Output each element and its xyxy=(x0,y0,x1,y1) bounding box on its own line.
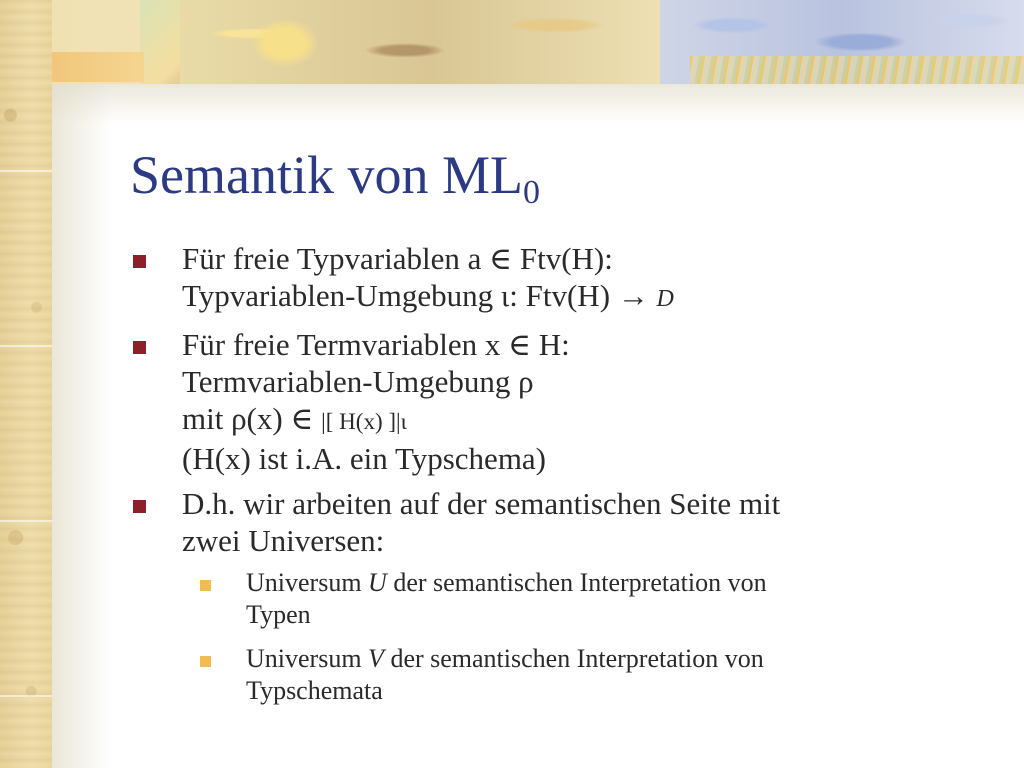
left-parchment-stripe xyxy=(0,0,52,768)
bullet-line: zwei Universen: xyxy=(182,523,385,558)
stripe-divider xyxy=(0,520,52,522)
slide-title xyxy=(130,145,540,211)
bullet-marker xyxy=(133,500,146,513)
sub-bullet-text: Universum xyxy=(246,644,369,673)
sub-bullet-line xyxy=(246,567,990,599)
banner-shadow xyxy=(52,84,1024,124)
sub-bullet-item xyxy=(130,643,990,707)
bullet-line: D.h. wir arbeiten auf der semantischen Seite mit xyxy=(182,486,781,521)
bullet-line: Termvariablen-Umgebung ρ xyxy=(182,364,534,399)
sub-bullet-italic: V xyxy=(368,644,384,673)
sub-bullet-text: Universum xyxy=(246,568,369,597)
title-subscript: 0 xyxy=(522,174,540,211)
sub-bullet-line xyxy=(246,643,990,675)
slide-content xyxy=(130,240,990,719)
bullet-line-italic: D xyxy=(656,286,674,312)
stripe-shadow xyxy=(52,84,112,768)
grass-decoration xyxy=(690,56,1024,84)
sub-bullet-italic: U xyxy=(368,568,387,597)
sub-bullet-marker xyxy=(200,656,211,667)
bullet-line-small: |[ H(x) ]|ι xyxy=(321,409,407,434)
bullet-line-text: mit ρ(x) ∈ xyxy=(182,401,322,436)
sub-bullet-line: Typen xyxy=(246,600,311,629)
title-text: Semantik von ML xyxy=(130,145,523,205)
bullet-line xyxy=(182,277,990,318)
stripe-divider xyxy=(0,695,52,697)
bullet-line: Für freie Termvariablen x ∈ H: xyxy=(182,327,570,362)
sub-bullet-text: der semantischen Interpretation von xyxy=(383,644,764,673)
stripe-divider xyxy=(0,170,52,172)
bullet-marker xyxy=(133,255,146,268)
bullet-item xyxy=(130,326,990,477)
bullet-line xyxy=(182,400,990,440)
bullet-marker xyxy=(133,341,146,354)
leaf-decoration xyxy=(250,18,320,68)
header-collage-banner xyxy=(0,0,1024,84)
sub-bullet-marker xyxy=(200,580,211,591)
sub-bullet-line: Typschemata xyxy=(246,676,383,705)
stripe-divider xyxy=(0,345,52,347)
bullet-item xyxy=(130,485,990,559)
sub-bullet-text: der semantischen Interpretation von xyxy=(386,568,767,597)
bullet-line: (H(x) ist i.A. ein Typschema) xyxy=(182,441,547,476)
bullet-line: Für freie Typvariablen a ∈ Ftv(H): xyxy=(182,241,613,276)
sub-bullet-item xyxy=(130,567,990,631)
bullet-line-text: Typvariablen-Umgebung ι: Ftv(H) → xyxy=(182,278,657,313)
bullet-item xyxy=(130,240,990,318)
